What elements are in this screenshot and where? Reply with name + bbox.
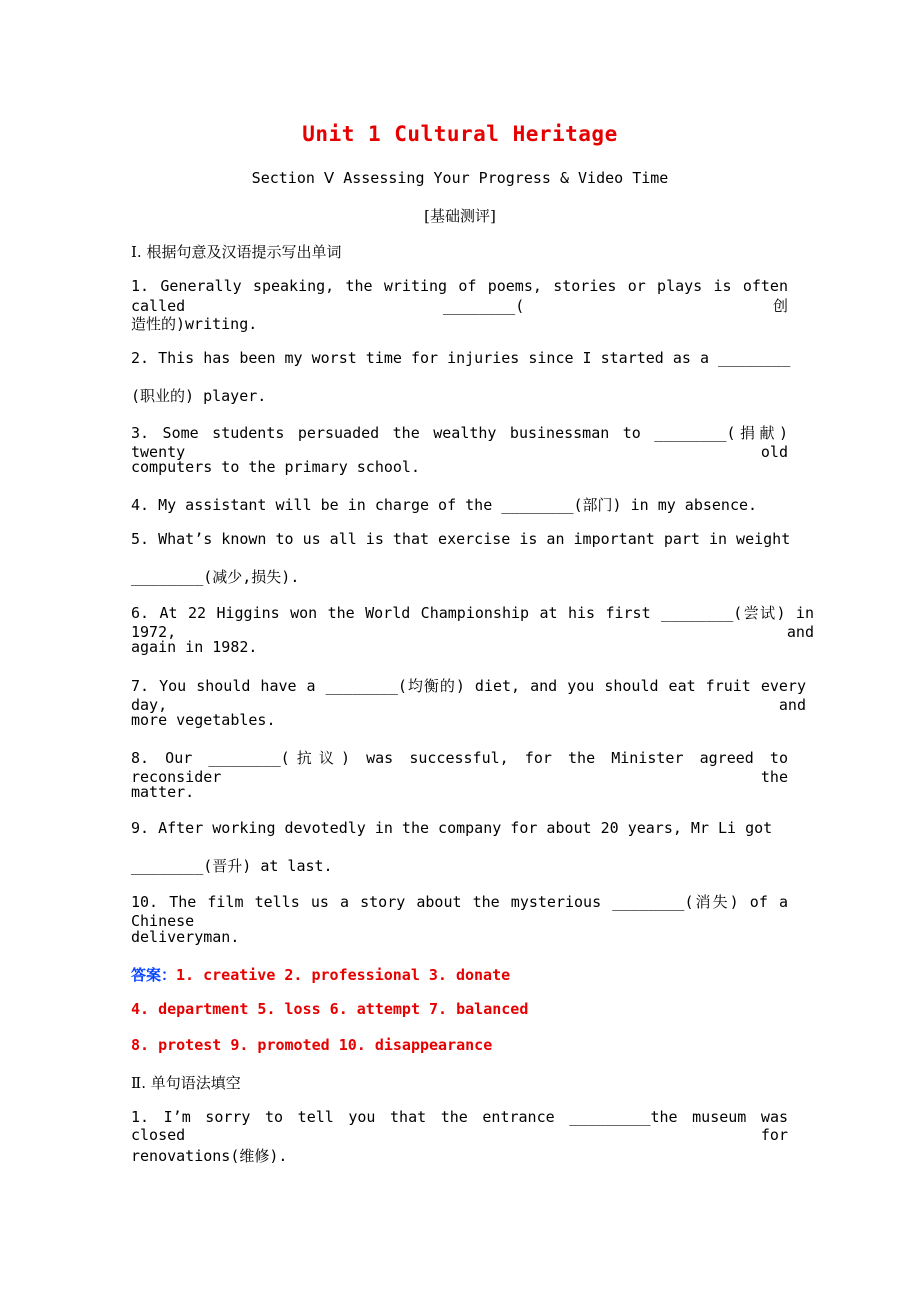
question-line: (职业的) player. <box>131 387 267 405</box>
question-line: 2. This has been my worst time for injuries since I started as a ________ <box>131 349 791 367</box>
question-line: again in 1982. <box>131 638 258 656</box>
answer-line: 4. department 5. loss 6. attempt 7. balanced <box>131 1000 529 1018</box>
question-line: 3. Some students persuaded the wealthy businessman to ________(捐献) twenty old <box>131 424 788 461</box>
question-line: deliveryman. <box>131 928 240 946</box>
answer-line <box>131 964 510 985</box>
part1-heading: Ⅰ. 根据句意及汉语提示写出单词 <box>131 243 342 261</box>
question-line: 5. What’s known to us all is that exercise is an important part in weight <box>131 530 791 548</box>
part2-heading: Ⅱ. 单句语法填空 <box>131 1074 241 1092</box>
question-line: 1. I’m sorry to tell you that the entrance _________the museum was closed for <box>131 1108 788 1144</box>
question-line: matter. <box>131 783 195 801</box>
question-line: 10. The film tells us a story about the mysterious ________(消失) of a Chinese <box>131 893 788 930</box>
question-line: renovations(维修). <box>131 1147 288 1165</box>
question-line: 6. At 22 Higgins won the World Championship at his first ________(尝试) in 1972, and <box>131 604 814 641</box>
question-line: 8. Our ________(抗议) was successful, for the Minister agreed to reconsider the <box>131 749 788 786</box>
question-line: 造性的)writing. <box>131 315 258 333</box>
question-line: 1. Generally speaking, the writing of poems, stories or plays is often called ________(创 <box>131 277 788 315</box>
question-line: ________(晋升) at last. <box>131 857 333 875</box>
question-line: 9. After working devotedly in the company for about 20 years, Mr Li got <box>131 819 773 837</box>
question-line: 4. My assistant will be in charge of the ________(部门) in my absence. <box>131 496 758 514</box>
question-line: 7. You should have a ________(均衡的) diet, and you should eat fruit every day, and <box>131 677 806 714</box>
section-subtitle: Section Ⅴ Assessing Your Progress & Video Time <box>251 169 669 187</box>
section-tag: [基础测评] <box>424 207 496 225</box>
question-line: ________(减少,损失). <box>131 568 300 586</box>
answer-label: 答案： <box>131 966 177 984</box>
question-line: computers to the primary school. <box>131 458 420 476</box>
answer-text: 1. creative 2. professional 3. donate <box>176 966 511 984</box>
unit-title: Unit 1 Cultural Heritage <box>302 122 618 146</box>
answer-line: 8. protest 9. promoted 10. disappearance <box>131 1036 493 1054</box>
question-line: more vegetables. <box>131 711 276 729</box>
